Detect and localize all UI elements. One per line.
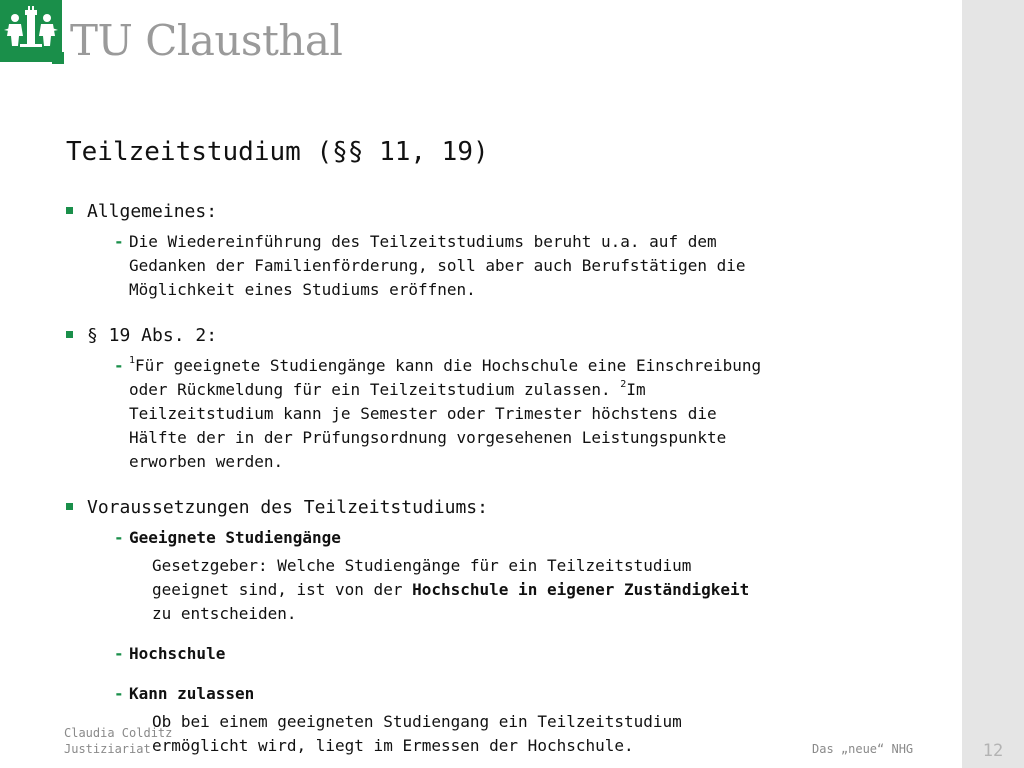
page-number: 12 (982, 741, 1004, 761)
sub-item (66, 230, 946, 302)
text-line: ermöglicht wird, liegt im Ermessen der Hochschule. (152, 736, 634, 755)
text-line: Teilzeitstudium kann je Semester oder Trimester höchstens die (129, 404, 717, 423)
right-sidebar (962, 0, 1024, 768)
footer-author: Claudia Colditz (64, 726, 173, 740)
bullet-icon (66, 503, 73, 510)
text-line: $^1$Für geeignete Studiengänge kann die Hochschule eine Einschreibung (129, 355, 762, 375)
text-line: erworben werden. (129, 452, 284, 471)
text-line: geeignet sind, ist von der Hochschule in eigener Zuständigkeit (152, 580, 750, 599)
emphasis: Hochschule in eigener Zuständigkeit (412, 580, 750, 599)
footer-author-block (64, 725, 172, 757)
sub-item (66, 354, 946, 474)
sub-item-label: - Hochschule (66, 642, 946, 666)
sub-item-label: - Kann zulassen (66, 682, 946, 706)
dash-icon: - (114, 528, 124, 547)
sub-item-label: - Geeignete Studiengänge (66, 526, 946, 550)
logo-wordmark: TU Clausthal (70, 16, 343, 65)
text-line: Möglichkeit eines Studiums eröffnen. (129, 280, 476, 299)
dash-icon: - (114, 356, 124, 375)
sentence-number: 1 (129, 355, 136, 366)
section-heading: § 19 Abs. 2: (66, 324, 946, 348)
text-line: zu entscheiden. (152, 604, 297, 623)
text-line: oder Rückmeldung für ein Teilzeitstudium zulassen. $^2$Im (129, 379, 646, 399)
slide-title: Teilzeitstudium (§§ 11, 19) (66, 137, 489, 167)
text-line: Gesetzgeber: Welche Studiengänge für ein Teilzeitstudium (152, 556, 692, 575)
dash-icon: - (114, 644, 124, 663)
text-line: Gedanken der Familienförderung, soll aber auch Berufstätigen die (129, 256, 746, 275)
text-line: Ob bei einem geeigneten Studiengang ein Teilzeitstudium (152, 712, 682, 731)
dash-icon: - (114, 232, 124, 251)
text-line: Die Wiedereinführung des Teilzeitstudiums beruht u.a. auf dem (129, 232, 717, 251)
section-heading: Voraussetzungen des Teilzeitstudiums: (66, 496, 946, 520)
slide-content (66, 200, 946, 758)
text-line: Hälfte der in der Prüfungsordnung vorgesehenen Leistungspunkte (129, 428, 727, 447)
footer-topic: Das „neue“ NHG (812, 742, 914, 756)
bullet-icon (66, 331, 73, 338)
sub-item-detail (66, 554, 946, 626)
logo-accent-square (52, 52, 64, 64)
footer-department: Justiziariat (64, 742, 151, 756)
bullet-icon (66, 207, 73, 214)
dash-icon: - (114, 684, 124, 703)
section-heading: Allgemeines: (66, 200, 946, 224)
sentence-number: 2 (620, 379, 627, 390)
